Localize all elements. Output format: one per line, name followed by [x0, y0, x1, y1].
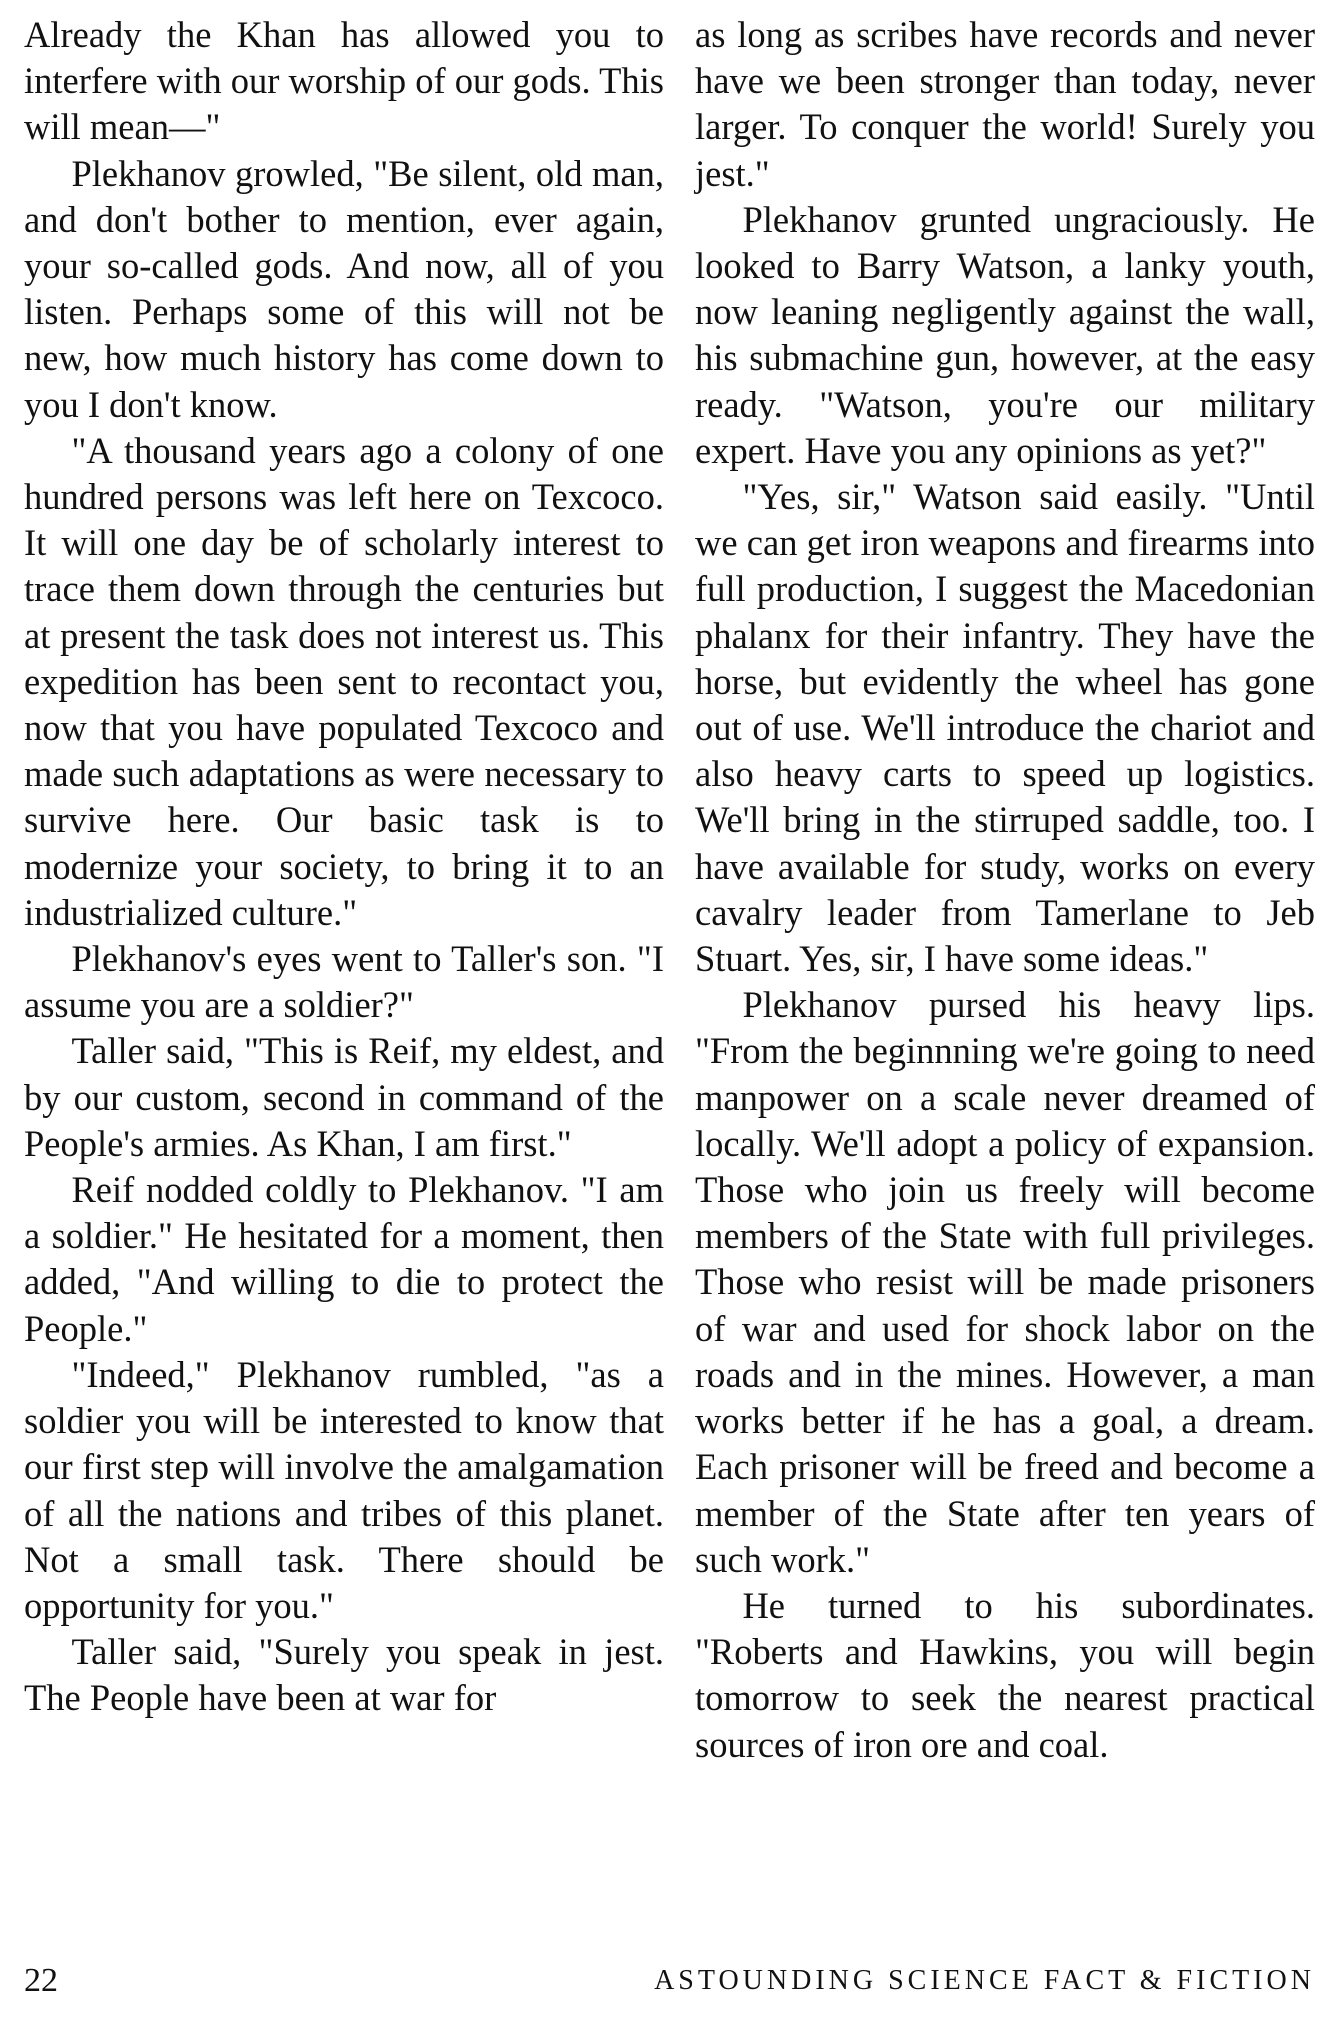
paragraph: Reif nodded coldly to Plekhanov. "I am a soldier." He hesitated for a moment, then added, "And willing to die to protect the People." — [24, 1169, 664, 1349]
paragraph: He turned to his subordinates. "Roberts and Hawkins, you will begin tomorrow to seek the nearest practical sources of iron ore and coal. — [695, 1584, 1315, 1765]
page-footer — [24, 1958, 1315, 2004]
running-title: ASTOUNDING SCIENCE FACT & FICTION — [654, 1965, 1315, 1996]
paragraph: Plekhanov's eyes went to Taller's son. "I assume you are a soldier?" — [24, 938, 664, 1026]
paragraph: "Yes, sir," Watson said easily. "Until we can get iron weapons and firearms into full production, I suggest the Macedonian phalanx for their infantry. They have the horse, but evidently the wheel has gone out of use. We'll introduce the chariot and also heavy carts to speed up logistics. We'll bring in the stirruped saddle, too. I have available for study, works on every cavalry leader from Tamerlane to Jeb Stuart. Yes, sir, I have some ideas." — [695, 476, 1315, 980]
paragraph: as long as scribes have records and never have we been stronger than today, never larger. To conquer the world! Surely you jest." — [695, 14, 1315, 194]
paragraph: Taller said, "This is Reif, my eldest, and by our custom, second in command of the People's armies. As Khan, I am first." — [24, 1030, 664, 1164]
paragraph: Plekhanov grunted ungraciously. He looked to Barry Watson, a lanky youth, now leaning negligently against the wall, his submachine gun, however, at the easy ready. "Watson, you're our military expert. Have you any opinions as yet?" — [695, 198, 1315, 471]
left-text-column — [24, 12, 664, 1722]
paragraph: "A thousand years ago a colony of one hundred persons was left here on Texcoco. It will one day be of scholarly interest to trace them down through the centuries but at present the task does not interest us. This expedition has been sent to recontact you, now that you have populated Texcoco and made such adaptations as were necessary to survive here. Our basic task is to modernize your society, to bring it to an industrialized culture." — [24, 429, 664, 933]
paragraph: "Indeed," Plekhanov rumbled, "as a soldier you will be interested to know that our first step will involve the amalgamation of all the nations and tribes of this planet. Not a small task. There should be opportunity for you." — [24, 1353, 664, 1626]
page-number: 22 — [24, 1962, 58, 1999]
paragraph: Already the Khan has allowed you to interfere with our worship of our gods. This will mean—" — [24, 14, 664, 148]
paragraph: Plekhanov pursed his heavy lips. "From the beginnning we're going to need manpower on a scale never dreamed of locally. We'll adopt a policy of expansion. Those who join us freely will become members of the State with full privileges. Those who resist will be made prisoners of war and used for shock labor on the roads and in the mines. However, a man works better if he has a goal, a dream. Each prisoner will be freed and become a member of the State after ten years of such work." — [695, 984, 1315, 1580]
paragraph: Plekhanov growled, "Be silent, old man, and don't bother to mention, ever again, your so-called gods. And now, all of you listen. Perhaps some of this will not be new, how much history has come down to you I don't know. — [24, 152, 664, 425]
paragraph: Taller said, "Surely you speak in jest. The People have been at war for — [24, 1631, 664, 1719]
right-text-column — [695, 12, 1315, 1768]
